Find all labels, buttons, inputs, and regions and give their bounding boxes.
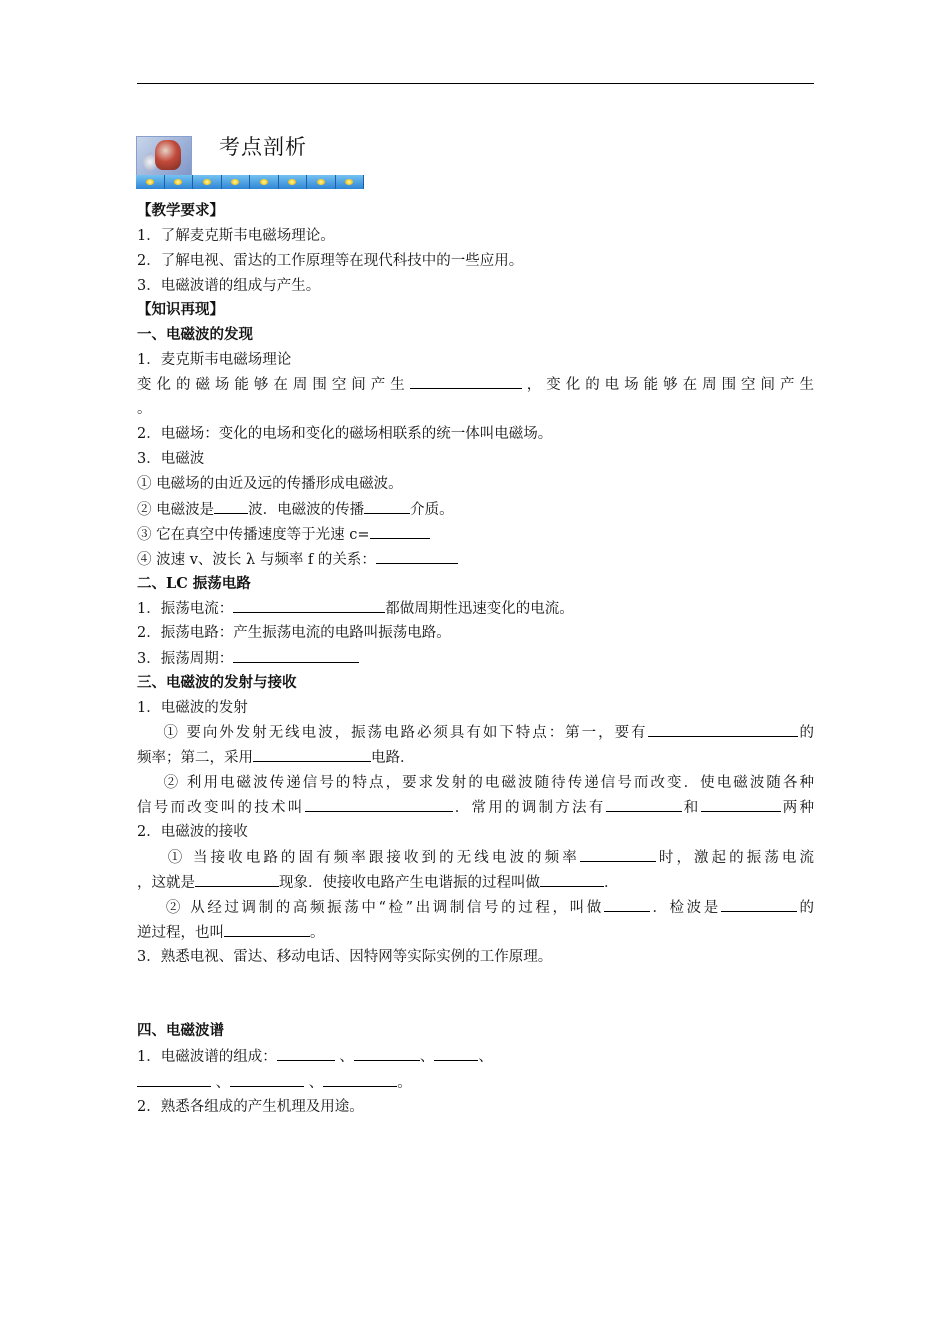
text-line — [137, 947, 814, 967]
text-line — [137, 474, 814, 494]
text-segment: 、 — [419, 1049, 435, 1065]
fill-in-blank — [606, 797, 682, 812]
text-line — [137, 424, 814, 444]
text-segment: 波．电磁波的传播 — [248, 502, 365, 518]
section-heading — [137, 673, 814, 693]
text-segment: 现象．使接收电路产生电谐振的过程叫做 — [279, 875, 540, 891]
section-title: 考点剖析 — [219, 135, 307, 159]
fill-in-blank — [354, 1046, 420, 1061]
text-segment: 【知识再现】 — [137, 301, 224, 318]
text-line — [137, 623, 814, 643]
text-segment: 时，激起的振荡电流 — [655, 850, 814, 866]
text-segment: 。 — [310, 925, 325, 941]
fill-in-blank — [233, 648, 359, 663]
text-segment: 的 — [797, 725, 815, 741]
text-line — [137, 598, 814, 619]
fill-in-blank — [376, 549, 458, 564]
star-icon — [193, 175, 222, 189]
fill-in-blank — [370, 524, 430, 539]
text-segment: 介质。 — [410, 502, 454, 518]
text-segment: 、 — [304, 1075, 324, 1091]
text-segment: ④ 波速 v、波长 λ 与频率 f 的关系： — [137, 552, 376, 568]
text-segment: 都做周期性迅速变化的电流。 — [385, 601, 574, 617]
text-segment: 二、LC 振荡电路 — [137, 575, 251, 592]
fill-in-blank — [214, 499, 248, 514]
text-line — [137, 822, 814, 842]
text-segment: 两种 — [780, 800, 814, 816]
section-heading — [137, 201, 814, 221]
text-line — [137, 847, 814, 868]
text-line — [137, 1097, 814, 1117]
fill-in-blank — [434, 1046, 478, 1061]
text-line — [137, 226, 814, 246]
text-segment: ③ 它在真空中传播速度等于光速 c= — [137, 527, 370, 543]
text-line — [137, 374, 814, 395]
fill-in-blank — [721, 897, 797, 912]
text-line — [137, 747, 814, 768]
text-segment: 电路． — [371, 750, 415, 766]
text-segment: 。 — [137, 401, 152, 417]
fill-in-blank — [648, 722, 798, 737]
text-segment: 逆过程，也叫 — [137, 925, 224, 941]
text-segment: ，变化的电场能够在周围空间产生 — [521, 377, 815, 393]
text-segment: 信号而改变叫的技术叫 — [137, 800, 305, 816]
text-line — [137, 251, 814, 271]
text-segment: ． — [604, 875, 619, 891]
text-segment: 2．了解电视、雷达的工作原理等在现代科技中的一些应用。 — [137, 253, 524, 269]
text-line — [137, 499, 814, 520]
text-segment: 2．振荡电路：产生振荡电流的电路叫振荡电路。 — [137, 625, 451, 641]
section-heading — [137, 300, 814, 320]
star-icon — [222, 175, 251, 189]
text-segment: ．检波是 — [649, 900, 721, 916]
text-segment: 1．了解麦克斯韦电磁场理论。 — [137, 228, 335, 244]
text-line — [137, 773, 814, 793]
star-icon — [165, 175, 194, 189]
fill-in-blank — [410, 374, 522, 389]
fill-in-blank — [364, 499, 410, 514]
decorative-star-bar — [136, 175, 364, 189]
text-segment: 1．振荡电流： — [137, 601, 234, 617]
star-icon — [307, 175, 336, 189]
text-segment: 3．电磁波谱的组成与产生。 — [137, 278, 321, 294]
text-segment: 3．振荡周期： — [137, 651, 234, 667]
text-segment: 1．电磁波谱的组成： — [137, 1049, 277, 1065]
text-line — [137, 897, 814, 918]
fill-in-blank — [233, 598, 385, 613]
fill-in-blank — [540, 872, 604, 887]
text-segment: 1．电磁波的发射 — [137, 700, 248, 716]
star-icon — [136, 175, 165, 189]
section-heading — [137, 574, 814, 594]
text-line — [137, 276, 814, 296]
text-segment: 、 — [334, 1049, 354, 1065]
text-segment: 【教学要求】 — [137, 202, 224, 219]
text-line — [137, 524, 814, 545]
fill-in-blank — [305, 797, 453, 812]
text-segment: 1．麦克斯韦电磁场理论 — [137, 352, 292, 368]
star-icon — [279, 175, 308, 189]
fill-in-blank — [277, 1046, 335, 1061]
section-heading — [137, 325, 814, 345]
text-segment: ，这就是 — [137, 875, 195, 891]
text-line — [137, 698, 814, 718]
fill-in-blank — [323, 1072, 397, 1087]
text-line — [137, 549, 814, 570]
fill-in-blank — [195, 872, 279, 887]
text-line — [137, 872, 814, 893]
fill-in-blank — [230, 1072, 304, 1087]
text-segment: ① 当接收电路的固有频率跟接收到的无线电波的频率 — [137, 850, 580, 866]
text-line — [137, 722, 814, 743]
star-icon — [250, 175, 279, 189]
text-segment: ② 电磁波是 — [137, 502, 215, 518]
text-segment: 2．熟悉各组成的产生机理及用途。 — [137, 1099, 364, 1115]
text-segment: 三、电磁波的发射与接收 — [137, 674, 297, 691]
text-segment: 频率；第二，采用 — [137, 750, 253, 766]
fill-in-blank — [604, 897, 650, 912]
text-line — [137, 350, 814, 370]
header-rule — [137, 83, 814, 84]
text-line — [137, 648, 814, 669]
section-heading — [137, 1021, 814, 1041]
section-logo-image — [136, 136, 192, 178]
text-segment: 一、电磁波的发现 — [137, 326, 253, 343]
text-segment: ① 电磁场的由近及远的传播形成电磁波。 — [137, 476, 403, 492]
text-segment: 。 — [397, 1075, 412, 1091]
text-line — [137, 797, 814, 818]
text-segment: ② 从经过调制的高频振荡中“检”出调制信号的过程，叫做 — [137, 900, 604, 916]
text-segment: ① 要向外发射无线电波，振荡电路必须具有如下特点：第一，要有 — [137, 725, 648, 741]
text-segment: 2．电磁波的接收 — [137, 824, 248, 840]
fill-in-blank — [253, 747, 371, 762]
text-segment: 的 — [796, 900, 815, 916]
text-segment: 四、电磁波谱 — [137, 1022, 224, 1039]
text-segment: 3．电磁波 — [137, 451, 205, 467]
text-segment: ．常用的调制方法有 — [452, 800, 606, 816]
text-line — [137, 922, 814, 943]
fill-in-blank — [137, 1072, 211, 1087]
text-segment: ② 利用电磁波传递信号的特点，要求发射的电磁波随待传递信号而改变．使电磁波随各种 — [137, 775, 814, 791]
text-segment: 3．熟悉电视、雷达、移动电话、因特网等实际实例的工作原理。 — [137, 949, 553, 965]
text-line — [137, 1046, 814, 1067]
text-segment: 2．电磁场：变化的电场和变化的磁场相联系的统一体叫电磁场。 — [137, 426, 553, 442]
text-segment: 和 — [681, 800, 701, 816]
text-line — [137, 449, 814, 469]
fill-in-blank — [580, 847, 656, 862]
fill-in-blank — [224, 922, 310, 937]
fill-in-blank — [701, 797, 781, 812]
text-segment: 变化的磁场能够在周围空间产生 — [137, 377, 410, 393]
text-segment: 、 — [211, 1075, 231, 1091]
text-line — [137, 1072, 814, 1093]
text-segment: 、 — [478, 1049, 493, 1065]
star-icon — [336, 175, 365, 189]
text-line — [137, 399, 814, 419]
